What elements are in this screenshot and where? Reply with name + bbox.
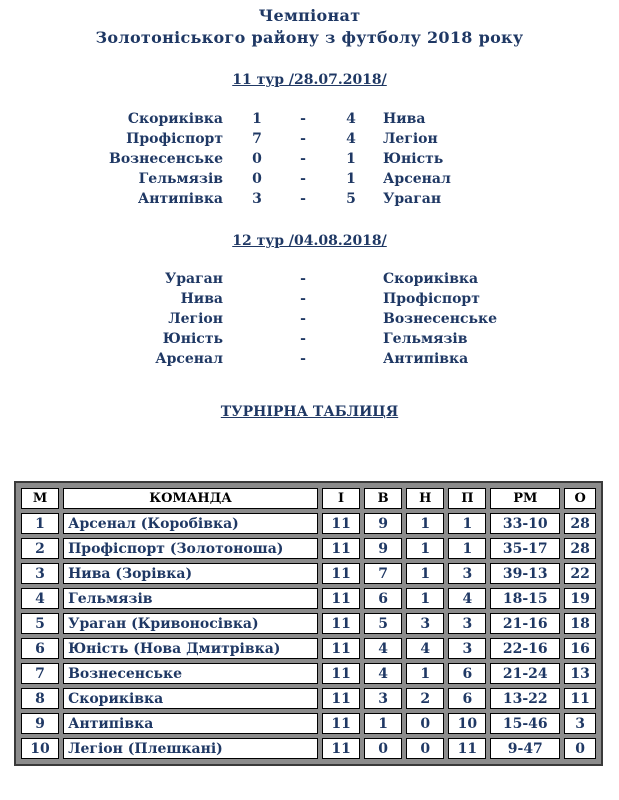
cell-team: Арсенал (Коробівка) <box>63 513 318 534</box>
round-12-match <box>0 291 619 311</box>
cell-points: 13 <box>564 663 596 684</box>
cell-losses: 3 <box>448 563 486 584</box>
cell-games: 11 <box>322 613 360 634</box>
round-11-match <box>0 111 619 131</box>
cell-games: 11 <box>322 538 360 559</box>
cell-goals: 18-15 <box>490 588 560 609</box>
cell-wins: 7 <box>364 563 402 584</box>
cell-draws: 0 <box>406 738 444 759</box>
cell-team: Антипівка <box>63 713 318 734</box>
table-row <box>21 613 596 634</box>
cell-losses: 6 <box>448 688 486 709</box>
away-score: 5 <box>346 191 356 207</box>
score-separator: - <box>300 311 306 327</box>
header-place: М <box>21 488 59 509</box>
cell-team: Профіспорт (Золотоноша) <box>63 538 318 559</box>
header-team: КОМАНДА <box>63 488 318 509</box>
cell-losses: 6 <box>448 663 486 684</box>
home-score: 7 <box>252 131 262 147</box>
home-score: 1 <box>252 111 262 127</box>
cell-wins: 9 <box>364 513 402 534</box>
score-separator: - <box>300 111 306 127</box>
championship-subtitle: Золотоніського району з футболу 2018 року <box>95 28 524 47</box>
away-score: 4 <box>346 131 356 147</box>
cell-place: 5 <box>21 613 59 634</box>
header-games: І <box>322 488 360 509</box>
round-11-match <box>0 191 619 211</box>
cell-points: 11 <box>564 688 596 709</box>
cell-place: 2 <box>21 538 59 559</box>
cell-team: Юність (Нова Дмитрівка) <box>63 638 318 659</box>
cell-losses: 3 <box>448 638 486 659</box>
cell-losses: 1 <box>448 538 486 559</box>
cell-losses: 3 <box>448 613 486 634</box>
table-row <box>21 713 596 734</box>
score-separator: - <box>300 291 306 307</box>
cell-wins: 9 <box>364 538 402 559</box>
header-goals: РМ <box>490 488 560 509</box>
cell-games: 11 <box>322 563 360 584</box>
home-team: Ураган <box>164 271 223 287</box>
home-score: 0 <box>252 171 262 187</box>
cell-place: 3 <box>21 563 59 584</box>
cell-losses: 1 <box>448 513 486 534</box>
table-row <box>21 738 596 759</box>
away-team: Профіспорт <box>383 291 480 307</box>
cell-games: 11 <box>322 588 360 609</box>
cell-goals: 22-16 <box>490 638 560 659</box>
away-score: 4 <box>346 111 356 127</box>
home-team: Антипівка <box>137 191 223 207</box>
cell-draws: 1 <box>406 513 444 534</box>
away-team: Нива <box>383 111 426 127</box>
score-separator: - <box>300 131 306 147</box>
away-score: 1 <box>346 151 356 167</box>
home-team: Скориківка <box>127 111 223 127</box>
cell-draws: 1 <box>406 663 444 684</box>
header-losses: П <box>448 488 486 509</box>
standings-title: ТУРНІРНА ТАБЛИЦЯ <box>220 404 399 420</box>
table-row <box>21 663 596 684</box>
home-score: 0 <box>252 151 262 167</box>
header-points: О <box>564 488 596 509</box>
cell-goals: 21-24 <box>490 663 560 684</box>
away-team: Юність <box>383 151 444 167</box>
cell-goals: 21-16 <box>490 613 560 634</box>
table-row <box>21 563 596 584</box>
score-separator: - <box>300 151 306 167</box>
away-score: 1 <box>346 171 356 187</box>
cell-team: Вознесенське <box>63 663 318 684</box>
cell-draws: 3 <box>406 613 444 634</box>
home-team: Профіспорт <box>126 131 223 147</box>
cell-points: 22 <box>564 563 596 584</box>
table-row <box>21 538 596 559</box>
cell-draws: 1 <box>406 588 444 609</box>
cell-wins: 3 <box>364 688 402 709</box>
cell-wins: 0 <box>364 738 402 759</box>
round-12-heading: 12 тур /04.08.2018/ <box>232 233 387 249</box>
cell-games: 11 <box>322 663 360 684</box>
score-separator: - <box>300 351 306 367</box>
away-team: Гельмязів <box>383 331 468 347</box>
header-draws: Н <box>406 488 444 509</box>
cell-games: 11 <box>322 738 360 759</box>
table-row <box>21 588 596 609</box>
home-score: 3 <box>252 191 262 207</box>
score-separator: - <box>300 331 306 347</box>
table-row <box>21 638 596 659</box>
score-separator: - <box>300 171 306 187</box>
round-11-match <box>0 171 619 191</box>
cell-losses: 11 <box>448 738 486 759</box>
cell-place: 1 <box>21 513 59 534</box>
cell-place: 10 <box>21 738 59 759</box>
standings-table <box>17 484 600 763</box>
cell-draws: 0 <box>406 713 444 734</box>
standings-table-frame <box>14 481 603 766</box>
cell-goals: 39-13 <box>490 563 560 584</box>
round-12-match <box>0 331 619 351</box>
cell-place: 4 <box>21 588 59 609</box>
table-row <box>21 688 596 709</box>
round-11-match <box>0 151 619 171</box>
cell-wins: 5 <box>364 613 402 634</box>
table-header-row <box>21 488 596 509</box>
cell-wins: 4 <box>364 638 402 659</box>
cell-place: 7 <box>21 663 59 684</box>
away-team: Скориківка <box>383 271 479 287</box>
away-team: Арсенал <box>383 171 451 187</box>
cell-goals: 13-22 <box>490 688 560 709</box>
round-12-match <box>0 351 619 371</box>
cell-points: 19 <box>564 588 596 609</box>
home-team: Арсенал <box>155 351 223 367</box>
home-team: Нива <box>180 291 223 307</box>
cell-draws: 1 <box>406 563 444 584</box>
cell-team: Гельмязів <box>63 588 318 609</box>
round-11-heading: 11 тур /28.07.2018/ <box>232 72 387 88</box>
cell-points: 28 <box>564 538 596 559</box>
cell-games: 11 <box>322 713 360 734</box>
cell-points: 0 <box>564 738 596 759</box>
cell-points: 3 <box>564 713 596 734</box>
away-team: Антипівка <box>383 351 469 367</box>
cell-wins: 1 <box>364 713 402 734</box>
cell-place: 8 <box>21 688 59 709</box>
score-separator: - <box>300 191 306 207</box>
cell-place: 6 <box>21 638 59 659</box>
cell-team: Нива (Зорівка) <box>63 563 318 584</box>
cell-goals: 33-10 <box>490 513 560 534</box>
cell-points: 18 <box>564 613 596 634</box>
cell-draws: 1 <box>406 538 444 559</box>
table-row <box>21 513 596 534</box>
cell-team: Легіон (Плешкані) <box>63 738 318 759</box>
cell-draws: 2 <box>406 688 444 709</box>
home-team: Гельмязів <box>138 171 223 187</box>
header-wins: В <box>364 488 402 509</box>
home-team: Легіон <box>168 311 223 327</box>
round-12-match <box>0 311 619 331</box>
cell-wins: 4 <box>364 663 402 684</box>
cell-losses: 4 <box>448 588 486 609</box>
cell-team: Ураган (Кривоносівка) <box>63 613 318 634</box>
round-11-match <box>0 131 619 151</box>
cell-losses: 10 <box>448 713 486 734</box>
score-separator: - <box>300 271 306 287</box>
cell-goals: 35-17 <box>490 538 560 559</box>
home-team: Вознесенське <box>109 151 223 167</box>
cell-goals: 9-47 <box>490 738 560 759</box>
away-team: Вознесенське <box>383 311 497 327</box>
away-team: Ураган <box>383 191 442 207</box>
cell-games: 11 <box>322 688 360 709</box>
cell-wins: 6 <box>364 588 402 609</box>
cell-team: Скориківка <box>63 688 318 709</box>
cell-points: 28 <box>564 513 596 534</box>
championship-title: Чемпіонат <box>258 6 361 25</box>
home-team: Юність <box>162 331 223 347</box>
round-12-match <box>0 271 619 291</box>
cell-goals: 15-46 <box>490 713 560 734</box>
cell-draws: 4 <box>406 638 444 659</box>
away-team: Легіон <box>383 131 438 147</box>
cell-points: 16 <box>564 638 596 659</box>
cell-place: 9 <box>21 713 59 734</box>
cell-games: 11 <box>322 513 360 534</box>
cell-games: 11 <box>322 638 360 659</box>
